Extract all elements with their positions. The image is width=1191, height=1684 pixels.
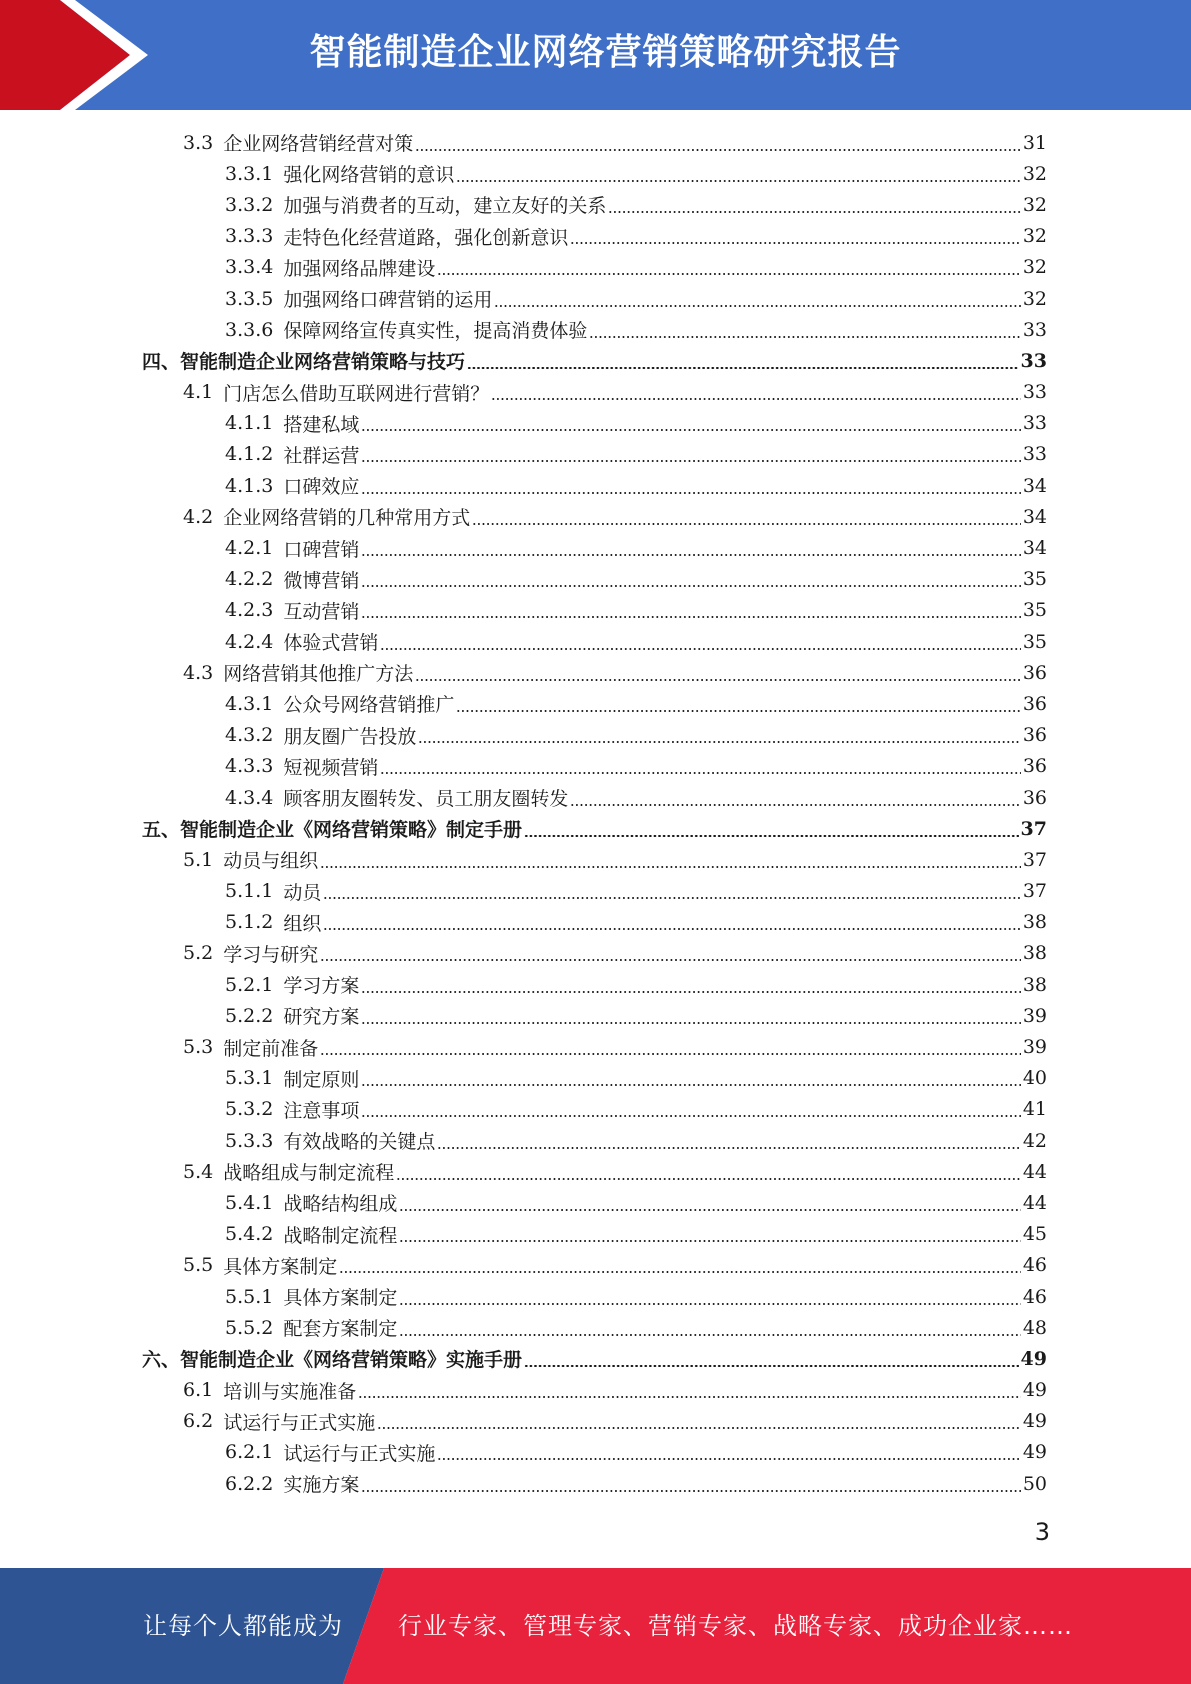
- toc-entry-number: 6.2.2: [225, 1472, 274, 1495]
- toc-entry-number: 5.2.1: [225, 973, 274, 996]
- toc-entry[interactable]: [0, 1437, 1191, 1468]
- dot-leader: [589, 336, 1020, 338]
- toc-entry-title: 加强网络品牌建设: [283, 257, 436, 280]
- toc-entry-number: 4.2.4: [225, 630, 274, 653]
- toc-entry-number: 4.2.1: [225, 537, 274, 560]
- toc-entry-page: 34: [1022, 474, 1047, 497]
- page-footer: [0, 1568, 1191, 1684]
- dot-leader: [361, 1115, 1020, 1117]
- toc-entry[interactable]: [0, 501, 1191, 532]
- toc-entry-page: 38: [1022, 973, 1047, 996]
- toc-entry[interactable]: [0, 657, 1191, 688]
- toc-entry[interactable]: [0, 1219, 1191, 1250]
- toc-entry-number: 6.1: [183, 1379, 214, 1402]
- toc-entry-title: 保障网络宣传真实性，提高消费体验: [283, 320, 588, 343]
- toc-entry[interactable]: [0, 1468, 1191, 1499]
- dot-leader: [320, 866, 1021, 868]
- toc-entry-title: 加强与消费者的互动，建立友好的关系: [283, 195, 607, 218]
- toc-entry[interactable]: [0, 938, 1191, 969]
- document-title: 智能制造企业网络营销策略研究报告: [309, 32, 902, 73]
- toc-entry[interactable]: [0, 345, 1191, 376]
- toc-entry-title: 配套方案制定: [283, 1318, 398, 1341]
- toc-entry-page: 32: [1022, 256, 1047, 279]
- toc-entry-title: 组织: [283, 912, 322, 935]
- toc-entry[interactable]: [0, 1281, 1191, 1312]
- toc-entry-number: 5.2.2: [225, 1004, 274, 1027]
- toc-entry-page: 34: [1022, 537, 1047, 560]
- toc-entry-number: 5.3.2: [225, 1098, 274, 1121]
- toc-entry-page: 50: [1022, 1472, 1047, 1495]
- dot-leader: [323, 928, 1020, 930]
- toc-entry[interactable]: [0, 1156, 1191, 1187]
- dot-leader: [361, 554, 1020, 556]
- toc-entry-number: 3.3.5: [225, 287, 274, 310]
- toc-entry-page: 49: [1022, 1379, 1047, 1402]
- toc-entry-number: 五、: [142, 819, 181, 842]
- toc-entry-title: 试运行与正式实施: [223, 1411, 376, 1434]
- dot-leader: [415, 149, 1021, 151]
- toc-entry-title: 智能制造企业《网络营销策略》制定手册: [180, 819, 523, 842]
- toc-entry-number: 5.1: [183, 848, 214, 871]
- toc-entry-page: 38: [1022, 911, 1047, 934]
- toc-entry[interactable]: [0, 813, 1191, 844]
- toc-entry-page: 46: [1022, 1254, 1047, 1277]
- dot-leader: [494, 305, 1020, 307]
- dot-leader: [358, 1396, 1021, 1398]
- toc-entry-title: 智能制造企业《网络营销策略》实施手册: [180, 1349, 523, 1372]
- toc-entry-title: 口碑效应: [283, 476, 360, 499]
- toc-entry[interactable]: [0, 408, 1191, 439]
- toc-entry-title: 搭建私域: [283, 413, 360, 436]
- dot-leader: [380, 648, 1020, 650]
- toc-entry-number: 4.2.3: [225, 599, 274, 622]
- toc-entry-number: 5.3.1: [225, 1067, 274, 1090]
- toc-entry-page: 36: [1022, 755, 1047, 778]
- toc-entry[interactable]: [0, 720, 1191, 751]
- toc-entry[interactable]: [0, 377, 1191, 408]
- toc-entry-number: 3.3.2: [225, 193, 274, 216]
- toc-entry-number: 4.1.2: [225, 443, 274, 466]
- toc-entry-title: 门店怎么借助互联网进行营销？: [223, 382, 490, 405]
- toc-entry-number: 3.3.6: [225, 318, 274, 341]
- toc-entry-number: 4.1.3: [225, 474, 274, 497]
- toc-entry[interactable]: [0, 907, 1191, 938]
- toc-entry[interactable]: [0, 1000, 1191, 1031]
- toc-entry[interactable]: [0, 1094, 1191, 1125]
- toc-entry-page: 35: [1022, 630, 1047, 653]
- toc-entry[interactable]: [0, 1406, 1191, 1437]
- dot-leader: [415, 679, 1021, 681]
- toc-entry-page: 42: [1022, 1129, 1047, 1152]
- toc-entry-number: 5.4: [183, 1160, 214, 1183]
- toc-entry-title: 企业网络营销经营对策: [223, 133, 414, 156]
- footer-slogan-right: 行业专家、管理专家、营销专家、战略专家、成功企业家……: [398, 1612, 1073, 1640]
- dot-leader: [323, 897, 1020, 899]
- toc-entry-page: 45: [1022, 1223, 1047, 1246]
- dot-leader: [570, 242, 1020, 244]
- toc-entry-title: 学习方案: [283, 975, 360, 998]
- toc-entry[interactable]: [0, 532, 1191, 563]
- toc-entry-page: 36: [1022, 661, 1047, 684]
- dot-leader: [399, 1334, 1020, 1336]
- toc-entry-number: 5.5: [183, 1254, 214, 1277]
- dot-leader: [437, 273, 1020, 275]
- toc-entry-page: 31: [1022, 131, 1047, 154]
- toc-entry[interactable]: [0, 782, 1191, 813]
- toc-entry-page: 44: [1022, 1191, 1047, 1214]
- dot-leader: [399, 1209, 1020, 1211]
- toc-entry[interactable]: [0, 1063, 1191, 1094]
- toc-entry-number: 6.2: [183, 1410, 214, 1433]
- toc-entry-page: 33: [1022, 318, 1047, 341]
- toc-entry-page: 38: [1022, 942, 1047, 965]
- dot-leader: [361, 991, 1020, 993]
- dot-leader: [570, 804, 1020, 806]
- toc-entry[interactable]: [0, 1250, 1191, 1281]
- dot-leader: [399, 1303, 1020, 1305]
- toc-entry-number: 六、: [142, 1349, 181, 1372]
- toc-entry-number: 5.5.2: [225, 1316, 274, 1339]
- toc-entry-number: 4.1: [183, 381, 214, 404]
- toc-entry-page: 49: [1020, 1347, 1047, 1370]
- toc-entry-number: 5.2: [183, 942, 214, 965]
- dot-leader: [437, 1147, 1020, 1149]
- toc-entry-number: 5.3.3: [225, 1129, 274, 1152]
- toc-entry-title: 培训与实施准备: [223, 1380, 357, 1403]
- dot-leader: [361, 616, 1020, 618]
- toc-entry-title: 学习与研究: [223, 943, 319, 966]
- toc-entry-page: 36: [1022, 692, 1047, 715]
- toc-entry-title: 注意事项: [283, 1099, 360, 1122]
- table-of-contents: [0, 127, 1191, 1499]
- dot-leader: [361, 585, 1020, 587]
- toc-entry-title: 战略组成与制定流程: [223, 1162, 395, 1185]
- toc-entry-number: 6.2.1: [225, 1441, 274, 1464]
- toc-entry[interactable]: [0, 127, 1191, 158]
- toc-entry-page: 41: [1022, 1098, 1047, 1121]
- toc-entry-number: 4.3.1: [225, 692, 274, 715]
- toc-entry-number: 4.3.3: [225, 755, 274, 778]
- toc-entry-title: 制定前准备: [223, 1037, 319, 1060]
- toc-entry[interactable]: [0, 314, 1191, 345]
- toc-entry-page: 48: [1022, 1316, 1047, 1339]
- dot-leader: [524, 835, 1019, 837]
- toc-entry[interactable]: [0, 158, 1191, 189]
- toc-entry-number: 3.3.3: [225, 225, 274, 248]
- toc-entry-title: 短视频营销: [283, 756, 379, 779]
- dot-leader: [399, 1240, 1020, 1242]
- toc-entry-page: 33: [1022, 381, 1047, 404]
- dot-leader: [380, 772, 1020, 774]
- dot-leader: [320, 1053, 1021, 1055]
- toc-entry-title: 实施方案: [283, 1474, 360, 1497]
- toc-entry-title: 制定原则: [283, 1068, 360, 1091]
- toc-entry-number: 5.4.2: [225, 1223, 274, 1246]
- toc-entry[interactable]: [0, 189, 1191, 220]
- toc-entry-title: 具体方案制定: [283, 1287, 398, 1310]
- toc-entry-page: 36: [1022, 786, 1047, 809]
- toc-entry-title: 口碑营销: [283, 538, 360, 561]
- toc-entry-title: 强化网络营销的意识: [283, 164, 455, 187]
- toc-entry[interactable]: [0, 283, 1191, 314]
- page-header: [0, 0, 1191, 110]
- dot-leader: [361, 429, 1020, 431]
- toc-entry-page: 44: [1022, 1160, 1047, 1183]
- toc-entry-title: 战略结构组成: [283, 1193, 398, 1216]
- toc-entry-page: 49: [1022, 1410, 1047, 1433]
- toc-entry-number: 4.2.2: [225, 568, 274, 591]
- toc-entry[interactable]: [0, 688, 1191, 719]
- toc-entry[interactable]: [0, 1187, 1191, 1218]
- toc-entry-title: 智能制造企业网络营销策略与技巧: [180, 351, 466, 374]
- toc-entry-number: 4.2: [183, 505, 214, 528]
- dot-leader: [456, 710, 1020, 712]
- toc-entry-title: 具体方案制定: [223, 1255, 338, 1278]
- toc-entry-number: 3.3: [183, 131, 214, 154]
- toc-entry[interactable]: [0, 1375, 1191, 1406]
- dot-leader: [320, 959, 1021, 961]
- toc-entry-title: 网络营销其他推广方法: [223, 663, 414, 686]
- toc-entry[interactable]: [0, 969, 1191, 1000]
- toc-entry-number: 5.5.1: [225, 1285, 274, 1308]
- footer-slogan-left: 让每个人都能成为: [143, 1612, 343, 1640]
- dot-leader: [418, 741, 1020, 743]
- toc-entry[interactable]: [0, 844, 1191, 875]
- toc-entry-page: 35: [1022, 599, 1047, 622]
- dot-leader: [608, 211, 1020, 213]
- toc-entry[interactable]: [0, 221, 1191, 252]
- toc-entry-title: 顾客朋友圈转发、员工朋友圈转发: [283, 788, 569, 811]
- toc-entry-page: 39: [1022, 1036, 1047, 1059]
- toc-entry-title: 加强网络口碑营销的运用: [283, 289, 493, 312]
- page-number: 3: [1034, 1518, 1050, 1546]
- toc-entry-title: 互动营销: [283, 600, 360, 623]
- toc-entry[interactable]: [0, 626, 1191, 657]
- toc-entry-number: 5.1.1: [225, 880, 274, 903]
- dot-leader: [524, 1365, 1019, 1367]
- toc-entry-title: 试运行与正式实施: [283, 1442, 436, 1465]
- toc-entry-page: 40: [1022, 1067, 1047, 1090]
- dot-leader: [361, 1084, 1020, 1086]
- dot-leader: [361, 1490, 1020, 1492]
- toc-entry-title: 朋友圈广告投放: [283, 725, 417, 748]
- toc-entry[interactable]: [0, 1125, 1191, 1156]
- dot-leader: [491, 398, 1021, 400]
- dot-leader: [472, 523, 1021, 525]
- toc-entry-title: 动员: [283, 881, 322, 904]
- dot-leader: [361, 460, 1020, 462]
- toc-entry-title: 公众号网络营销推广: [283, 694, 455, 717]
- toc-entry-number: 5.1.2: [225, 911, 274, 934]
- toc-entry-page: 32: [1022, 287, 1047, 310]
- dot-leader: [437, 1458, 1020, 1460]
- toc-entry-page: 35: [1022, 568, 1047, 591]
- toc-entry-title: 走特色化经营道路，强化创新意识: [283, 226, 569, 249]
- toc-entry[interactable]: [0, 751, 1191, 782]
- toc-entry-page: 46: [1022, 1285, 1047, 1308]
- toc-entry-title: 战略制定流程: [283, 1224, 398, 1247]
- dot-leader: [396, 1178, 1021, 1180]
- toc-entry-title: 体验式营销: [283, 632, 379, 655]
- toc-entry-title: 研究方案: [283, 1006, 360, 1029]
- dot-leader: [339, 1271, 1021, 1273]
- toc-entry-number: 四、: [142, 351, 181, 374]
- toc-entry-number: 5.4.1: [225, 1191, 274, 1214]
- toc-entry-title: 动员与组织: [223, 850, 319, 873]
- toc-entry[interactable]: [0, 876, 1191, 907]
- toc-entry-number: 4.3.4: [225, 786, 274, 809]
- toc-entry-page: 32: [1022, 225, 1047, 248]
- toc-entry[interactable]: [0, 595, 1191, 626]
- toc-entry[interactable]: [0, 1031, 1191, 1062]
- toc-entry[interactable]: [0, 1343, 1191, 1374]
- toc-entry-number: 4.3: [183, 661, 214, 684]
- toc-entry-page: 37: [1020, 817, 1047, 840]
- toc-entry-page: 32: [1022, 162, 1047, 185]
- toc-entry-page: 33: [1022, 412, 1047, 435]
- toc-entry-number: 5.3: [183, 1036, 214, 1059]
- toc-entry-page: 37: [1022, 880, 1047, 903]
- dot-leader: [361, 1022, 1020, 1024]
- toc-entry-page: 36: [1022, 724, 1047, 747]
- toc-entry-page: 33: [1022, 443, 1047, 466]
- toc-entry-number: 4.1.1: [225, 412, 274, 435]
- toc-entry-page: 32: [1022, 193, 1047, 216]
- toc-entry-title: 社群运营: [283, 444, 360, 467]
- toc-entry[interactable]: [0, 564, 1191, 595]
- toc-entry-page: 33: [1020, 349, 1047, 372]
- toc-entry-number: 3.3.1: [225, 162, 274, 185]
- toc-entry-page: 37: [1022, 848, 1047, 871]
- toc-entry-title: 有效战略的关键点: [283, 1131, 436, 1154]
- toc-entry[interactable]: [0, 439, 1191, 470]
- toc-entry-page: 49: [1022, 1441, 1047, 1464]
- toc-entry-page: 39: [1022, 1004, 1047, 1027]
- dot-leader: [467, 367, 1019, 369]
- toc-entry-number: 4.3.2: [225, 724, 274, 747]
- dot-leader: [361, 492, 1020, 494]
- toc-entry[interactable]: [0, 1312, 1191, 1343]
- toc-entry[interactable]: [0, 252, 1191, 283]
- dot-leader: [456, 180, 1020, 182]
- toc-entry-number: 3.3.4: [225, 256, 274, 279]
- toc-entry-page: 34: [1022, 505, 1047, 528]
- toc-entry-title: 企业网络营销的几种常用方式: [223, 507, 471, 530]
- toc-entry[interactable]: [0, 470, 1191, 501]
- dot-leader: [377, 1427, 1021, 1429]
- toc-entry-title: 微博营销: [283, 569, 360, 592]
